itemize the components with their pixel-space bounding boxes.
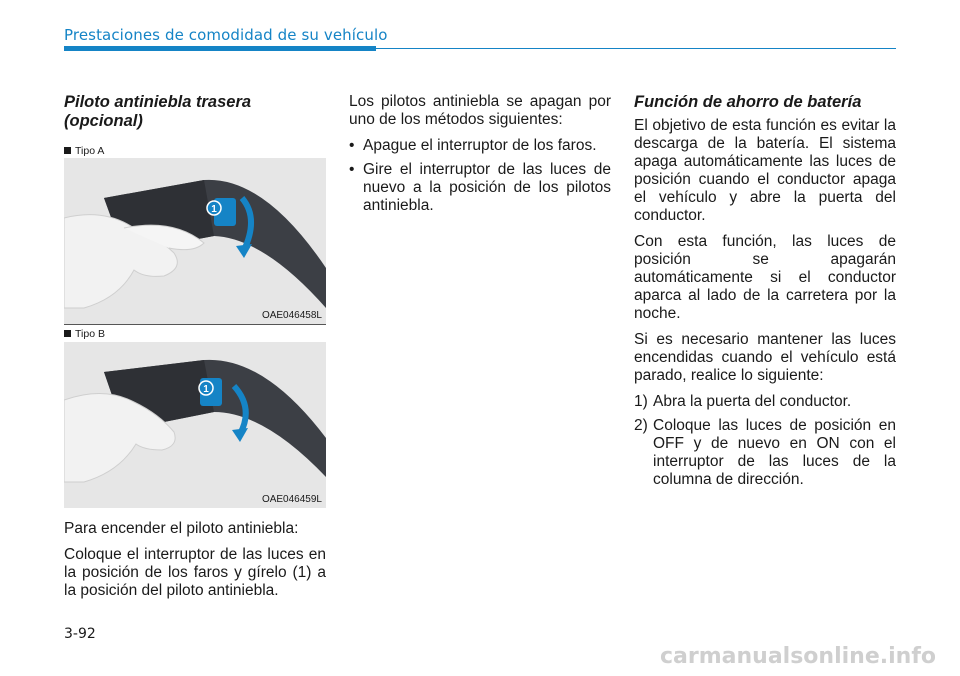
figure-a-label-text: Tipo A xyxy=(75,145,105,157)
list-item xyxy=(634,393,896,411)
list-item xyxy=(634,417,896,489)
steps-list xyxy=(634,393,896,489)
paragraph-instructions: Coloque el interruptor de las luces en la posición de los faros y gírelo (1) a la posición del piloto antiniebla. xyxy=(64,546,326,599)
bullet-dot-icon: • xyxy=(349,137,355,154)
step-number: 2) xyxy=(634,417,648,434)
page-header-title: Prestaciones de comodidad de su vehículo xyxy=(64,26,388,44)
list-item-text: Apague el interruptor de los faros. xyxy=(363,137,597,154)
square-bullet-icon xyxy=(64,330,71,337)
header-rule-thick xyxy=(64,46,376,51)
figure-a-label xyxy=(64,145,104,157)
light-switch-stalk-illustration-a xyxy=(64,158,326,324)
paragraph-turn-on: Para encender el piloto antiniebla: xyxy=(64,520,299,537)
figure-b-label xyxy=(64,328,105,340)
figure-b-label-text: Tipo B xyxy=(75,328,105,340)
header-rule-thin xyxy=(376,48,896,49)
figure-a-code: OAE046458L xyxy=(261,310,322,321)
light-switch-stalk-illustration-b xyxy=(64,342,326,508)
figure-a xyxy=(64,158,326,324)
step-text: Coloque las luces de posición en OFF y de nuevo en ON con el interruptor de las luces de la columna de dirección. xyxy=(653,417,896,488)
paragraph-battery-purpose: El objetivo de esta función es evitar la descarga de la batería. El sistema apaga automáticamente las luces de posición cuando el conductor apaga el vehículo y abre la puerta del conductor. xyxy=(634,117,896,224)
right-column xyxy=(634,93,896,495)
step-text: Abra la puerta del conductor. xyxy=(653,393,852,410)
marker-1-a: 1 xyxy=(211,204,217,215)
page-number: 3-92 xyxy=(64,626,96,642)
list-item-text: Gire el interruptor de las luces de nuevo a la posición de los pilotos antiniebla. xyxy=(363,161,611,214)
bullet-dot-icon: • xyxy=(349,161,355,178)
section-heading-battery-saver: Función de ahorro de batería xyxy=(634,93,862,111)
watermark: carmanualsonline.info xyxy=(660,644,936,669)
bullet-list xyxy=(349,137,611,215)
figure-b-code: OAE046459L xyxy=(261,494,322,505)
square-bullet-icon xyxy=(64,147,71,154)
middle-column xyxy=(349,93,611,221)
step-number: 1) xyxy=(634,393,648,410)
figure-divider xyxy=(64,324,326,325)
marker-1-b: 1 xyxy=(203,384,209,395)
figure-b xyxy=(64,342,326,508)
list-item xyxy=(349,161,611,215)
left-column xyxy=(64,93,326,131)
section-heading-rear-fog: Piloto antiniebla trasera (opcional) xyxy=(64,93,252,130)
left-body-text xyxy=(64,520,326,608)
list-item xyxy=(349,137,611,155)
paragraph-turn-off-methods: Los pilotos antiniebla se apagan por uno de los métodos siguientes: xyxy=(349,93,611,128)
paragraph-keep-lights-on: Si es necesario mantener las luces encendidas cuando el vehículo está parado, realice lo siguiente: xyxy=(634,331,896,384)
paragraph-battery-function: Con esta función, las luces de posición se apagarán automáticamente si el conductor aparca al lado de la carretera por la noche. xyxy=(634,233,896,322)
